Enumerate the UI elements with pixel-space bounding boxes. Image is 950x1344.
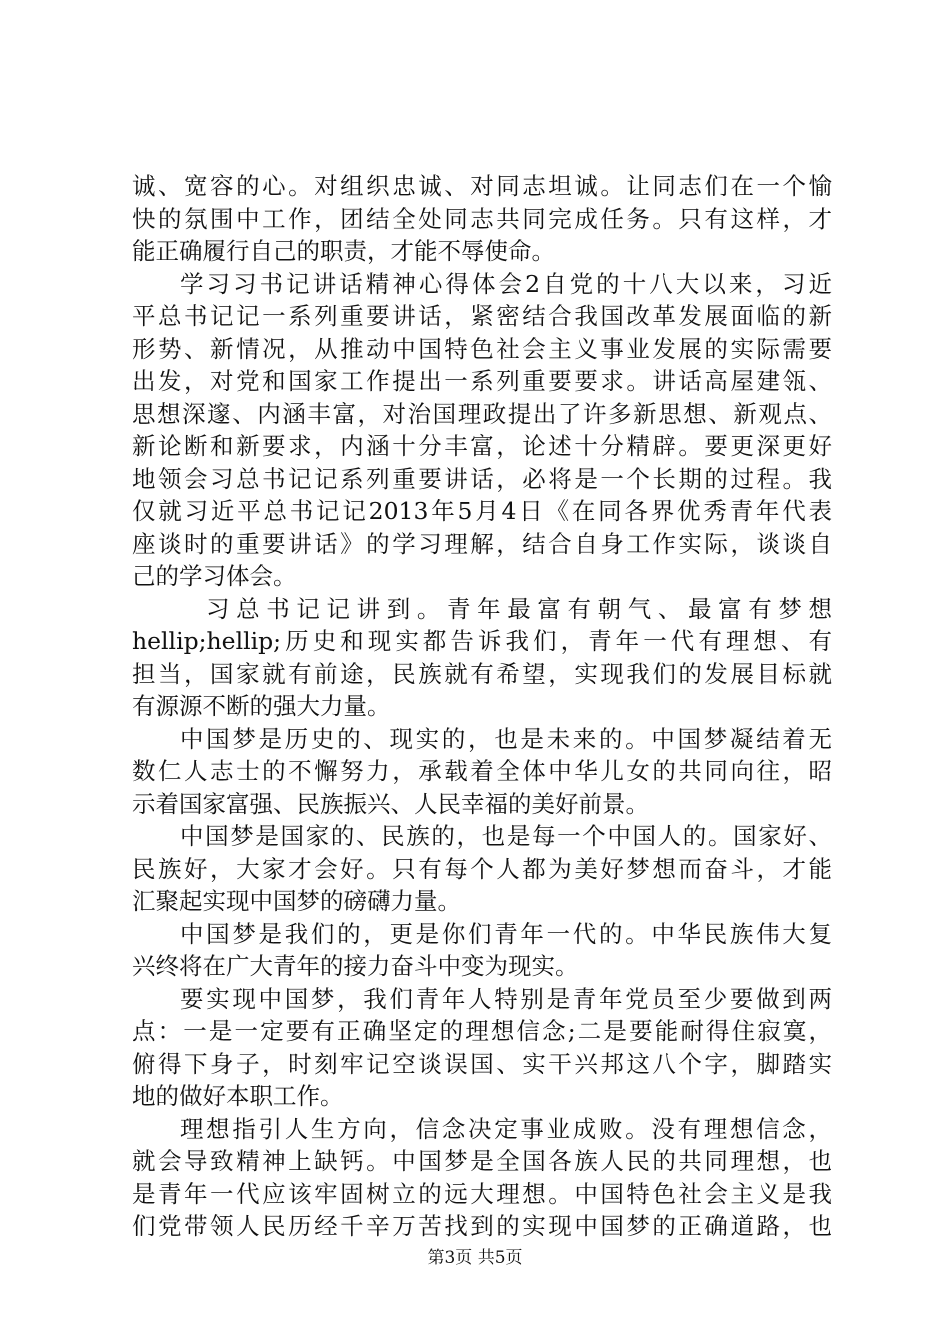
text-line: 数仁人志士的不懈努力，承载着全体中华儿女的共同向往，昭	[132, 757, 832, 785]
text-line: 要实现中国梦，我们青年人特别是青年党员至少要做到两	[180, 984, 832, 1013]
text-line: 平总书记记一系列重要讲话，紧密结合我国改革发展面临的新	[132, 302, 832, 330]
text-line: 学习习书记讲话精神心得体会2自党的十八大以来，习近	[180, 269, 832, 298]
paragraph	[132, 918, 832, 983]
text-line: 示着国家富强、民族振兴、人民幸福的美好前景。	[132, 789, 649, 818]
text-line: 就会导致精神上缺钙。中国梦是全国各族人民的共同理想，也	[132, 1147, 832, 1175]
paragraph	[132, 983, 832, 1113]
paragraph	[132, 268, 832, 593]
text-line: 形势、新情况，从推动中国特色社会主义事业发展的实际需要	[132, 334, 832, 363]
page-number-footer: 第3页 共5页	[427, 1248, 523, 1268]
text-line: 民族好，大家才会好。只有每个人都为美好梦想而奋斗，才能	[132, 854, 832, 883]
text-line: 中国梦是历史的、现实的，也是未来的。中国梦凝结着无	[180, 724, 832, 753]
text-line: 快的氛围中工作，团结全处同志共同完成任务。只有这样，才	[132, 204, 832, 233]
document-body	[132, 170, 832, 1243]
text-line: 能正确履行自己的职责，才能不辱使命。	[132, 237, 555, 265]
text-line: 有源源不断的强大力量。	[132, 692, 391, 720]
text-line: 汇聚起实现中国梦的磅礴力量。	[132, 887, 461, 915]
text-line: hellip;hellip;历史和现实都告诉我们，青年一代有理想、有	[132, 627, 832, 655]
text-line: 地的做好本职工作。	[132, 1082, 344, 1110]
text-line: 习总书记记讲到。青年最富有朝气、最富有梦想	[206, 594, 832, 623]
text-line: 新论断和新要求，内涵十分丰富，论述十分精辟。要更深更好	[132, 432, 832, 460]
text-line: 是青年一代应该牢固树立的远大理想。中国特色社会主义是我	[132, 1179, 832, 1208]
text-line: 理想指引人生方向，信念决定事业成败。没有理想信念，	[180, 1114, 832, 1143]
text-line: 己的学习体会。	[132, 562, 297, 590]
paragraph	[132, 593, 832, 723]
paragraph	[132, 1113, 832, 1243]
text-line: 座谈时的重要讲话》的学习理解，结合自身工作实际，谈谈自	[132, 529, 832, 558]
text-line: 出发，对党和国家工作提出一系列重要要求。讲话高屋建瓴、	[132, 367, 832, 395]
paragraph	[132, 820, 832, 918]
text-line: 中国梦是我们的，更是你们青年一代的。中华民族伟大复	[180, 919, 832, 948]
text-line: 中国梦是国家的、民族的，也是每一个中国人的。国家好、	[180, 822, 832, 850]
text-line: 思想深邃、内涵丰富，对治国理政提出了许多新思想、新观点、	[132, 399, 832, 428]
text-line: 诚、宽容的心。对组织忠诚、对同志坦诚。让同志们在一个愉	[132, 172, 832, 200]
text-line: 点：一是一定要有正确坚定的理想信念;二是要能耐得住寂寞，	[132, 1017, 832, 1045]
text-line: 仅就习近平总书记记2013年5月4日《在同各界优秀青年代表	[132, 497, 832, 525]
text-line: 们党带领人民历经千辛万苦找到的实现中国梦的正确道路，也	[132, 1212, 832, 1240]
text-line: 地领会习总书记记系列重要讲话，必将是一个长期的过程。我	[132, 464, 832, 493]
text-line: 俯得下身子，时刻牢记空谈误国、实干兴邦这八个字，脚踏实	[132, 1049, 832, 1078]
paragraph	[132, 170, 832, 268]
paragraph	[132, 723, 832, 821]
text-line: 兴终将在广大青年的接力奋斗中变为现实。	[132, 952, 579, 980]
text-line: 担当，国家就有前途，民族就有希望，实现我们的发展目标就	[132, 659, 832, 688]
